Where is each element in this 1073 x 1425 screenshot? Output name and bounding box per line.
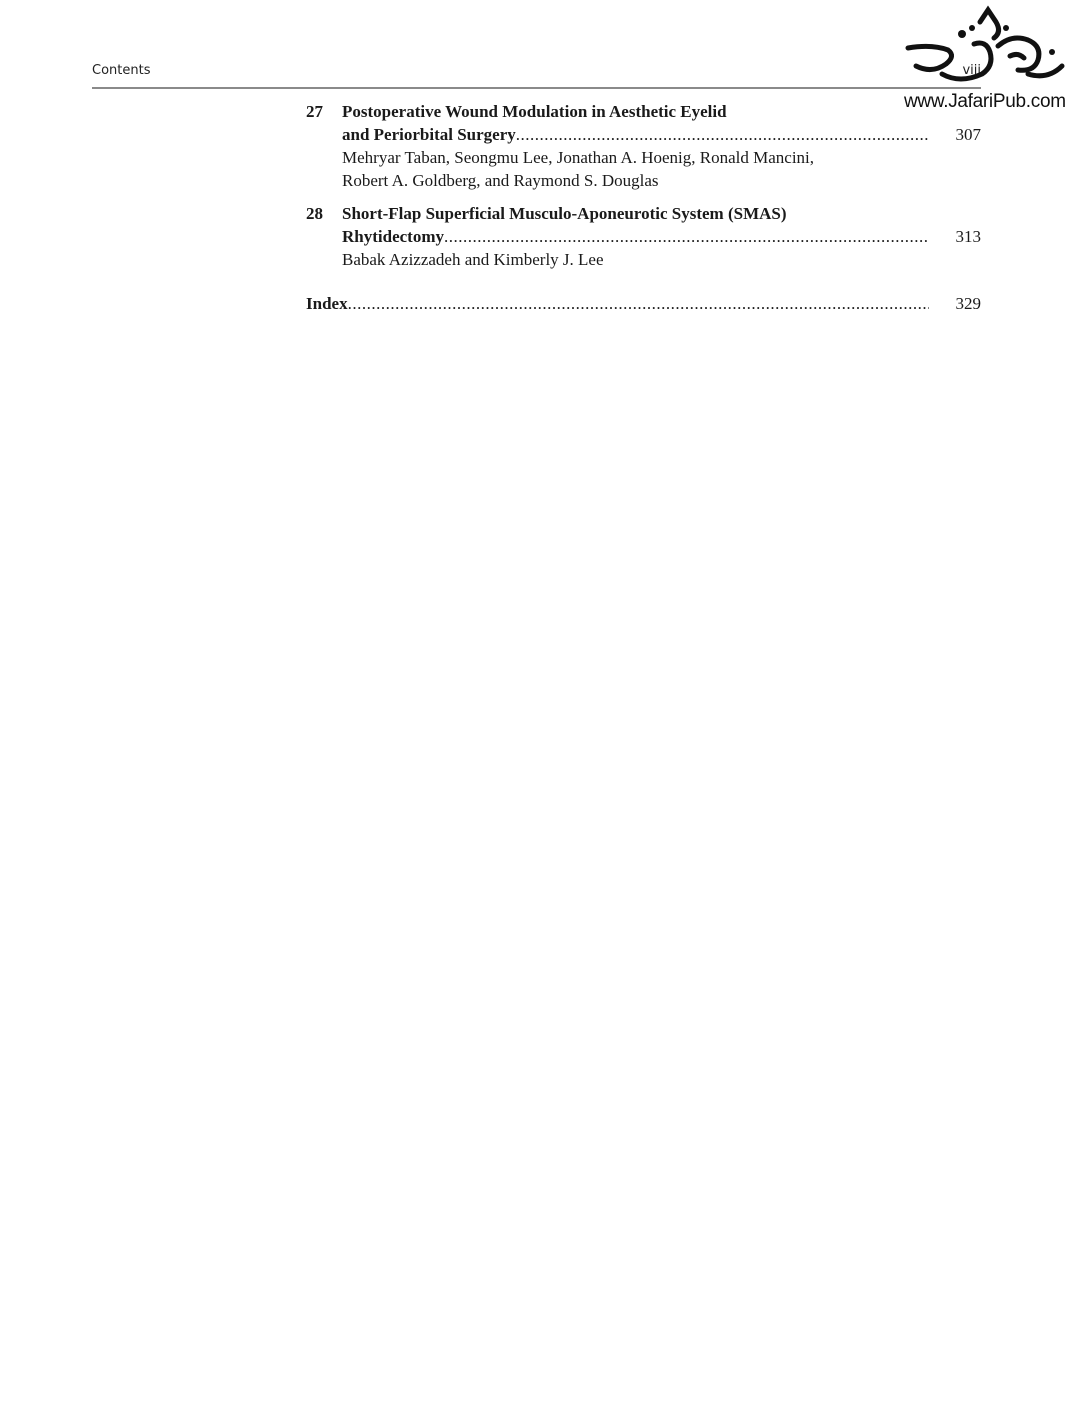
chapter-number: 27 [306,102,323,121]
toc-entry-27 [306,100,981,192]
chapter-title-line-1: Short-Flap Superficial Musculo-Aponeurotic System (SMAS) [342,204,787,223]
table-of-contents [306,100,981,315]
chapter-number: 28 [306,204,323,223]
chapter-title-leader-line [342,225,981,248]
dot-leader [348,292,929,315]
chapter-title-line-2: Rhytidectomy [342,227,444,246]
header-rule [92,87,981,89]
dot-leader [516,123,929,146]
chapter-authors-line-1: Babak Azizzadeh and Kimberly J. Lee [342,250,604,269]
page-number: viii [962,63,981,78]
chapter-authors-line-2: Robert A. Goldberg, and Raymond S. Douglas [342,171,659,190]
chapter-title-leader-line [342,123,981,146]
toc-index-entry [306,292,981,315]
publisher-watermark [898,4,1070,112]
calligraphy-logo-icon [902,4,1066,90]
chapter-title-line-1: Postoperative Wound Modulation in Aesthetic Eyelid [342,102,727,121]
watermark-url: www.JafariPub.com [904,91,1066,112]
index-page-number: 329 [955,294,981,313]
chapter-authors-line-1: Mehryar Taban, Seongmu Lee, Jonathan A. Hoenig, Ronald Mancini, [342,148,815,167]
toc-entry-28 [306,202,981,271]
index-label: Index [306,294,348,313]
chapter-title-line-2: and Periorbital Surgery [342,125,516,144]
chapter-page-number: 307 [955,125,981,144]
chapter-page-number: 313 [955,227,981,246]
running-head-section-title: Contents [92,63,151,78]
dot-leader [444,225,929,248]
running-head [92,63,981,85]
